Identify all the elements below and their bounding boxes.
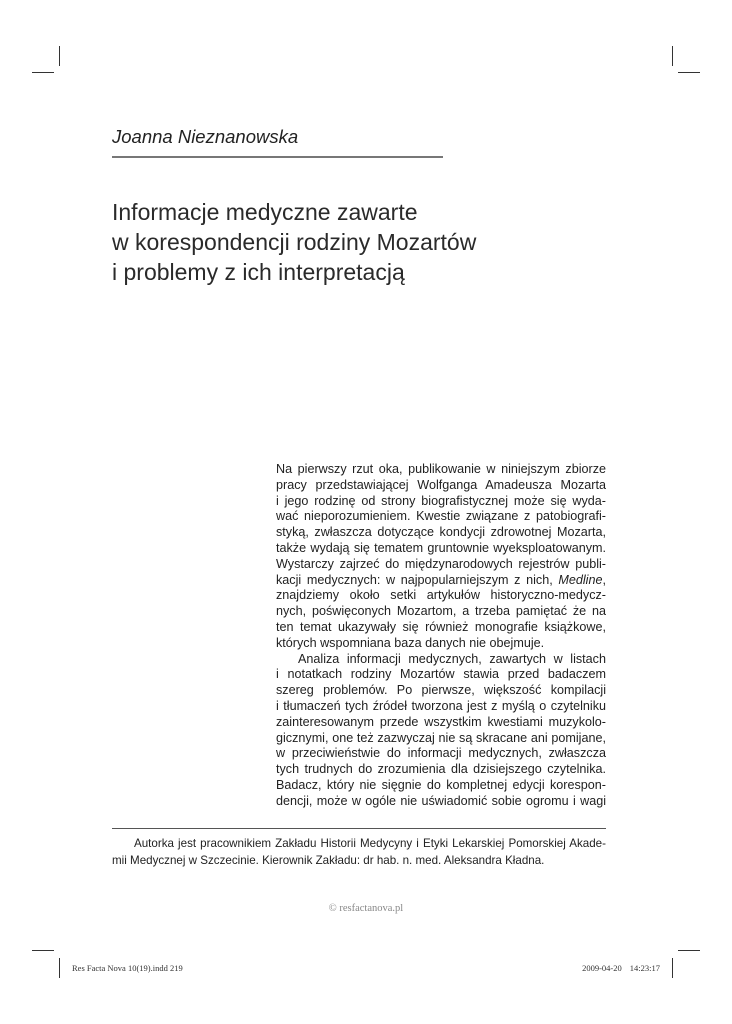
text-line (276, 573, 606, 589)
title-line: Informacje medyczne zawarte (112, 199, 418, 225)
paragraph-1 (276, 462, 606, 652)
text-segment: , (602, 572, 606, 587)
text-line: wać nieporozumieniem. Kwestie związane z patobiografi- (276, 509, 606, 524)
database-name: Medline (558, 572, 603, 587)
text-line: dencji, może w ogóle nie uświadomić sobie ogromu i wagi (276, 793, 606, 808)
author-name: Joanna Nieznanowska (112, 126, 299, 147)
crop-mark-top-left-horizontal (32, 72, 54, 73)
title-line: i problemy z ich interpretacją (112, 259, 405, 285)
text-line: znajdziemy około setki artykułów historyczno-medycz- (276, 588, 606, 603)
article-title (112, 197, 572, 287)
copyright-watermark: © resfactanova.pl (328, 903, 404, 914)
text-line: i tłumaczeń tych źródeł tworzona jest z myślą o czytelniku (276, 698, 606, 713)
print-slug-timestamp (582, 963, 660, 973)
text-line: Wystarczy zajrzeć do międzynarodowych rejestrów publi- (276, 556, 606, 571)
crop-mark-bottom-left-horizontal (32, 950, 54, 951)
text-segment: kacji medycznych: w najpopularniejszym z nich, (276, 572, 559, 587)
footnote-line: Autorka jest pracownikiem Zakładu Historii Medycyny i Etyki Lekarskiej Pomorskiej Akade- (134, 837, 606, 850)
text-line: styką, zwłaszcza dotyczące kondycji zdrowotnej Mozarta, (276, 525, 606, 540)
crop-mark-top-right-vertical (672, 46, 673, 66)
print-slug-file: Res Facta Nova 10(19).indd 219 (72, 963, 183, 973)
crop-mark-top-left-vertical (59, 46, 60, 66)
body-text (276, 462, 606, 810)
text-line: i notatkach rodziny Mozartów stawia przed badaczem (276, 667, 606, 682)
author-rule (112, 156, 443, 158)
crop-mark-bottom-right-vertical (672, 958, 673, 978)
text-line: tych trudnych do zrozumienia dla dzisiejszego czytelnika. (276, 762, 606, 777)
crop-mark-bottom-left-vertical (59, 958, 60, 978)
slug-date: 2009-04-20 (582, 963, 622, 973)
text-line: Na pierwszy rzut oka, publikowanie w niniejszym zbiorze (276, 462, 606, 476)
crop-mark-bottom-right-horizontal (678, 950, 700, 951)
text-line: Analiza informacji medycznych, zawartych w listach (298, 651, 606, 666)
footnote-rule (112, 828, 606, 829)
text-line: pracy przedstawiającej Wolfganga Amadeusza Mozarta (276, 477, 606, 492)
footnote (112, 835, 606, 869)
footnote-line: mii Medycznej w Szczecinie. Kierownik Zakładu: dr hab. n. med. Aleksandra Kładna. (112, 854, 545, 867)
slug-time: 14:23:17 (629, 963, 660, 973)
text-line: szereg problemów. Po pierwsze, większość kompilacji (276, 683, 606, 698)
text-line: w przeciwieństwie do informacji medycznych, zwłaszcza (276, 746, 606, 761)
text-line: których wspomniana baza danych nie obejmuje. (276, 635, 545, 650)
text-line: także wydają się tematem gruntownie wyeksploatowanym. (276, 540, 606, 555)
text-line: gicznymi, one też zazwyczaj nie są skracane ani pomijane, (276, 730, 606, 745)
paragraph-2 (276, 652, 606, 810)
crop-mark-top-right-horizontal (678, 72, 700, 73)
text-line: zainteresowanym przede wszystkim kwestiami muzykolo- (276, 714, 606, 729)
text-line: ten temat ukazywały się również monografie książkowe, (276, 619, 606, 634)
text-line: Badacz, który nie sięgnie do kompletnej edycji korespon- (276, 777, 606, 792)
text-line: i jego rodzinę od strony biografistycznej może się wyda- (276, 493, 606, 508)
text-line: nych, poświęconych Mozartom, a trzeba pamiętać że na (276, 604, 606, 619)
title-line: w korespondencji rodziny Mozartów (112, 229, 477, 255)
